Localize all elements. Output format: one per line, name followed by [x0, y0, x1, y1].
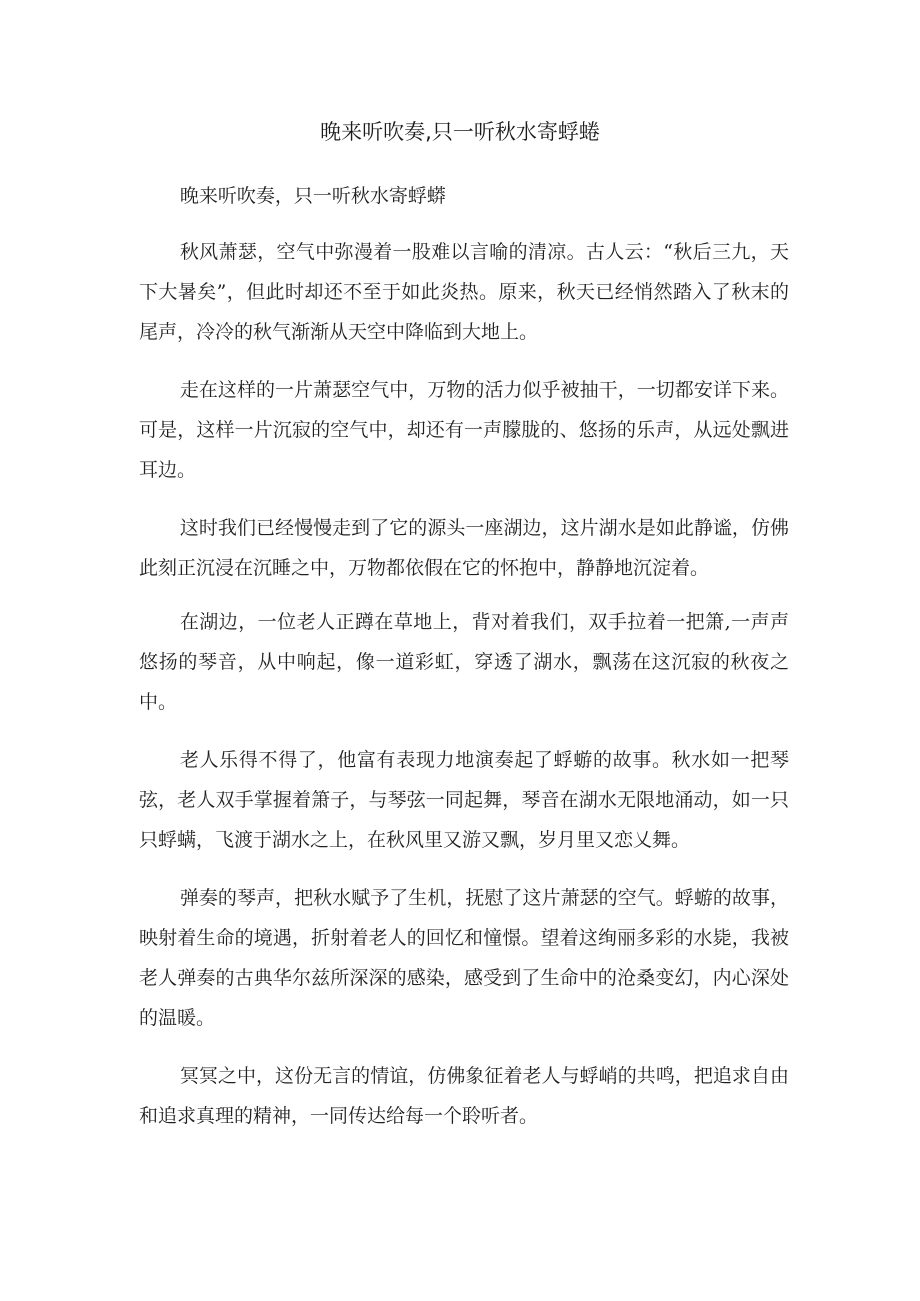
paragraph-performance: 老人乐得不得了，他富有表现力地演奏起了蜉蝣的故事。秋水如一把琴弦，老人双手掌握着箫子，与琴弦一同起舞，琴音在湖水无限地涌动，如一只只蜉螨，飞渡于湖水之上，在秋风里又游又飘，岁月里又恋乂舞。: [139, 749, 789, 851]
paragraph-conclusion: 冥冥之中，这份无言的情谊，仿佛象征着老人与蜉峭的共鸣，把追求自由和追求真理的精神，一同传达给每一个聆听者。: [139, 1065, 789, 1127]
paragraph-old-man: 在湖边，一位老人正蹲在草地上，背对着我们，双手拉着一把箫,一声声悠扬的琴音，从中响起，像一道彩虹，穿透了湖水，飘荡在这沉寂的秋夜之中。: [139, 611, 789, 713]
paragraph-music-life: 弹奏的琴声，把秋水赋予了生机，抚慰了这片萧瑟的空气。蜉蝣的故事，映射着生命的境遇，折射着老人的回忆和憧憬。望着这绚丽多彩的水毙，我被老人弹奏的古典华尔兹所深深的感染，感受到了生命中的沧桑变幻，内心深处的温暖。: [139, 887, 789, 1029]
paragraph-lake: 这时我们已经慢慢走到了它的源头一座湖边，这片湖水是如此静谧，仿佛此刻正沉浸在沉睡之中，万物都依假在它的怀抱中，静静地沉淀着。: [139, 517, 789, 579]
document-body: [139, 176, 789, 1154]
document-title: 晚来听吹奏,只一听秋水寄蜉蜷: [320, 120, 600, 144]
paragraph-subtitle: 晚来听吹奏，只一听秋水寄蜉蟒: [179, 185, 446, 207]
paragraph-walking: 走在这样的一片萧瑟空气中，万物的活力似乎被抽干，一切都安详下来。可是，这样一片沉寂的空气中，却还有一声朦胧的、悠扬的乐声，从远处飘进耳边。: [139, 379, 789, 481]
paragraph-autumn-wind: 秋风萧瑟，空气中弥漫着一股难以言喻的清凉。古人云：“秋后三九，天下大暑矣”，但此时却还不至于如此炎热。原来，秋天已经悄然踏入了秋末的尾声，冷冷的秋气渐渐从天空中降临到大地上。: [139, 241, 789, 343]
